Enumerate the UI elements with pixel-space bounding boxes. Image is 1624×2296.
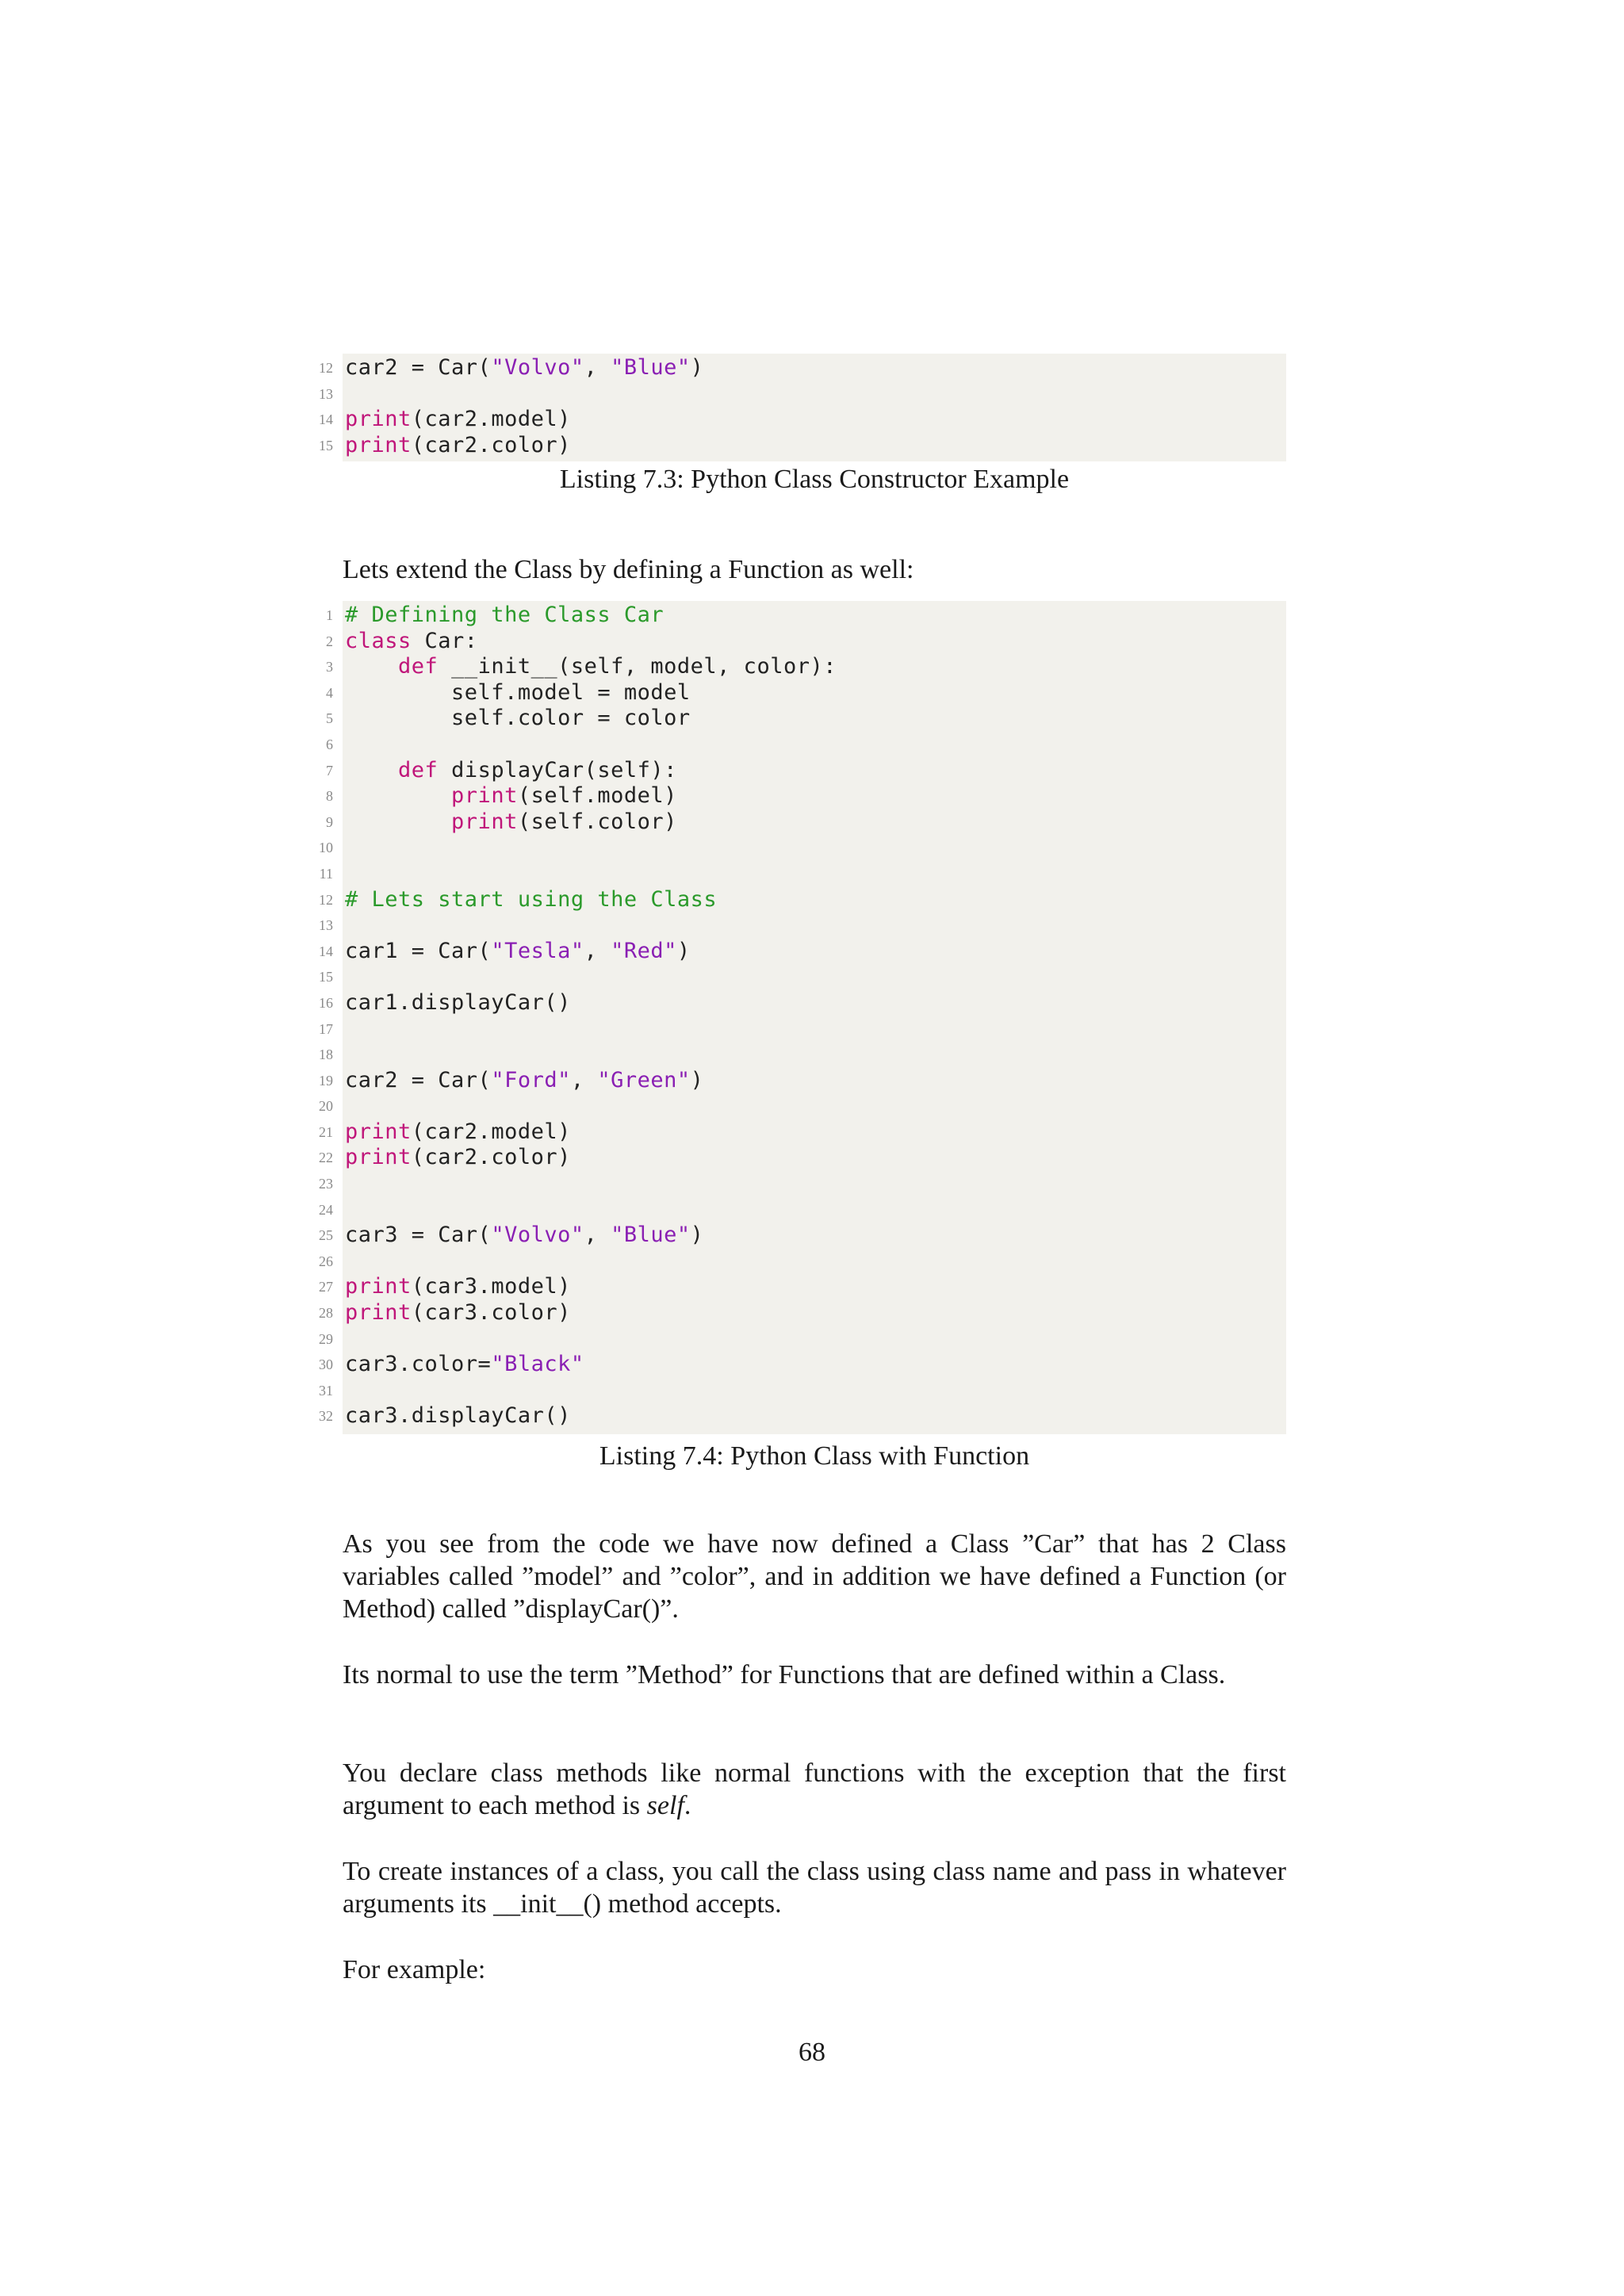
code-token-plain: displayCar(self): xyxy=(438,757,677,783)
code-line xyxy=(319,355,1286,381)
code-line xyxy=(319,913,1286,939)
listing-caption-7-3: Listing 7.3: Python Class Constructor Example xyxy=(559,465,1070,494)
code-token-string: "Blue" xyxy=(611,1223,691,1248)
line-number: 13 xyxy=(319,385,333,402)
code-line xyxy=(319,1145,1286,1171)
self-emphasis: self xyxy=(646,1791,684,1820)
code-line xyxy=(326,654,1286,680)
code-text xyxy=(345,939,691,965)
code-token-plain xyxy=(345,654,398,679)
code-token-keyword: print xyxy=(345,1119,412,1144)
line-number: 23 xyxy=(319,1176,333,1192)
code-token-keyword: print xyxy=(451,783,518,809)
code-token-string: "Blue" xyxy=(611,355,691,380)
body-paragraph-1: As you see from the code we have now defined a Class ”Car” that has 2 Class variables called ”model” and ”color”, and in addition we have defined a Function (or Method) called ”displayCar()”. xyxy=(343,1529,1286,1624)
code-text xyxy=(345,706,691,732)
code-line xyxy=(326,809,1286,836)
code-line xyxy=(319,407,1286,433)
code-line xyxy=(319,861,1286,887)
code-token-keyword: def xyxy=(398,654,439,679)
code-line xyxy=(326,783,1286,809)
code-line xyxy=(319,1171,1286,1197)
code-listing-7-3 xyxy=(319,354,1286,461)
code-line xyxy=(319,1274,1286,1300)
code-line xyxy=(319,1067,1286,1094)
code-line xyxy=(326,603,1286,629)
line-number: 19 xyxy=(319,1072,333,1089)
line-number: 16 xyxy=(319,994,333,1011)
code-token-plain: , xyxy=(584,1223,611,1248)
body-paragraph-3-text: You declare class methods like normal functions with the exception that the first argument to each method is xyxy=(343,1758,1286,1820)
line-number: 13 xyxy=(319,917,333,934)
line-number: 1 xyxy=(326,607,333,623)
code-line xyxy=(326,732,1286,758)
code-token-keyword: print xyxy=(345,407,412,432)
intro-paragraph: Lets extend the Class by defining a Function as well: xyxy=(343,555,914,584)
line-number: 9 xyxy=(326,813,333,830)
code-token-string: "Ford" xyxy=(491,1067,571,1093)
code-token-string: "Black" xyxy=(491,1352,584,1377)
page-number: 68 xyxy=(799,2038,825,2067)
code-text xyxy=(345,629,478,655)
code-token-plain: (self.model) xyxy=(517,783,677,809)
code-line xyxy=(319,381,1286,408)
code-token-plain: car3 = Car( xyxy=(345,1223,492,1248)
code-line xyxy=(326,706,1286,732)
code-line xyxy=(319,1249,1286,1275)
code-token-plain: car2 = Car( xyxy=(345,355,492,380)
code-token-plain: car3.displayCar() xyxy=(345,1403,571,1429)
code-token-plain xyxy=(345,783,451,808)
code-line xyxy=(319,432,1286,459)
body-paragraph-3-end: . xyxy=(684,1791,691,1820)
code-text xyxy=(345,1119,571,1146)
code-line xyxy=(319,964,1286,990)
code-token-plain: ) xyxy=(690,1067,704,1093)
code-token-keyword: def xyxy=(398,757,439,783)
line-number: 15 xyxy=(319,437,333,453)
code-text xyxy=(345,407,571,433)
code-token-plain: (car2.color) xyxy=(411,1145,571,1170)
code-text xyxy=(345,355,703,381)
code-token-plain: (car2.model) xyxy=(411,407,571,432)
code-token-keyword: print xyxy=(345,1274,412,1299)
line-number: 5 xyxy=(326,710,333,727)
line-number: 26 xyxy=(319,1253,333,1269)
line-number: 32 xyxy=(319,1408,333,1425)
code-token-plain: car3.color= xyxy=(345,1352,492,1377)
body-paragraph-2: Its normal to use the term ”Method” for Functions that are defined within a Class. xyxy=(343,1660,1226,1689)
code-line xyxy=(319,989,1286,1016)
line-number: 12 xyxy=(319,891,333,908)
code-token-string: "Tesla" xyxy=(491,938,584,963)
code-token-string: "Volvo" xyxy=(491,355,584,380)
line-number: 14 xyxy=(319,411,333,428)
code-token-comment: # Defining the Class Car xyxy=(345,603,665,627)
code-text xyxy=(345,783,677,809)
code-token-string: "Red" xyxy=(611,938,677,963)
listing-caption-7-4: Listing 7.4: Python Class with Function xyxy=(599,1441,1030,1471)
code-line xyxy=(326,679,1286,706)
line-number: 20 xyxy=(319,1098,333,1115)
code-line xyxy=(319,1093,1286,1119)
line-number: 22 xyxy=(319,1150,333,1166)
code-line xyxy=(319,1042,1286,1068)
code-text xyxy=(345,1068,703,1094)
code-line xyxy=(319,886,1286,913)
code-token-keyword: class xyxy=(345,628,412,653)
code-listing-7-4 xyxy=(319,601,1286,1434)
code-token-plain: car2 = Car( xyxy=(345,1067,492,1093)
code-text xyxy=(345,1403,571,1429)
line-number: 7 xyxy=(326,762,333,779)
line-number: 12 xyxy=(319,360,333,376)
code-text xyxy=(345,809,677,836)
code-token-plain: car1 = Car( xyxy=(345,938,492,963)
code-token-plain: car1.displayCar() xyxy=(345,989,571,1015)
code-line xyxy=(319,1352,1286,1378)
code-text xyxy=(345,1223,703,1249)
code-line xyxy=(319,1326,1286,1353)
line-number: 15 xyxy=(319,969,333,985)
code-token-plain: ) xyxy=(676,938,691,963)
body-paragraph-5: For example: xyxy=(343,1955,486,1984)
code-token-plain xyxy=(345,758,398,783)
code-token-keyword: print xyxy=(345,432,412,457)
code-token-plain: self.model = model xyxy=(345,679,691,705)
line-number: 8 xyxy=(326,788,333,805)
code-token-string: "Green" xyxy=(597,1067,691,1093)
code-token-plain: (self.color) xyxy=(517,809,677,834)
code-token-plain: __init__(self, model, color): xyxy=(438,654,837,679)
code-line xyxy=(319,1378,1286,1404)
code-token-plain: Car: xyxy=(411,628,478,653)
line-number: 14 xyxy=(319,943,333,959)
code-line xyxy=(326,757,1286,784)
line-number: 31 xyxy=(319,1382,333,1399)
code-text xyxy=(345,1145,571,1171)
code-text xyxy=(345,433,571,459)
code-line xyxy=(319,938,1286,965)
code-token-plain: , xyxy=(570,1067,598,1093)
line-number: 28 xyxy=(319,1305,333,1322)
code-token-plain: , xyxy=(584,938,611,963)
code-token-plain: (car2.color) xyxy=(411,432,571,457)
code-line xyxy=(319,1197,1286,1223)
code-line xyxy=(319,1016,1286,1043)
code-token-plain: self.color = color xyxy=(345,706,691,731)
code-line xyxy=(319,1223,1286,1249)
code-token-plain: ) xyxy=(690,355,704,380)
code-text xyxy=(345,603,664,629)
body-paragraph-3 xyxy=(343,1757,1286,1822)
line-number: 25 xyxy=(319,1227,333,1244)
line-number: 18 xyxy=(319,1047,333,1063)
code-token-keyword: print xyxy=(345,1300,412,1326)
code-token-keyword: print xyxy=(451,809,518,834)
line-number: 11 xyxy=(319,865,333,882)
code-token-plain: (car2.model) xyxy=(411,1119,571,1144)
code-text xyxy=(345,990,571,1016)
code-line xyxy=(319,1403,1286,1429)
code-text xyxy=(345,1352,584,1378)
code-text xyxy=(345,887,717,913)
code-token-plain xyxy=(345,809,451,834)
line-number: 6 xyxy=(326,736,333,752)
code-text xyxy=(345,680,691,706)
line-number: 30 xyxy=(319,1357,333,1373)
line-number: 3 xyxy=(326,659,333,675)
code-line xyxy=(319,1300,1286,1326)
line-number: 24 xyxy=(319,1201,333,1218)
code-text xyxy=(345,1300,571,1326)
code-text xyxy=(345,654,837,680)
code-line xyxy=(319,1119,1286,1146)
code-text xyxy=(345,1274,571,1300)
code-text xyxy=(345,758,677,784)
code-token-plain: (car3.model) xyxy=(411,1274,571,1299)
line-number: 4 xyxy=(326,684,333,701)
code-token-keyword: print xyxy=(345,1145,412,1170)
code-token-string: "Volvo" xyxy=(491,1223,584,1248)
code-line xyxy=(319,835,1286,861)
code-token-plain: ) xyxy=(690,1223,704,1248)
code-token-comment: # Lets start using the Class xyxy=(345,886,718,912)
line-number: 21 xyxy=(319,1123,333,1140)
body-paragraph-4: To create instances of a class, you call the class using class name and pass in whatever arguments its __init__() method accepts. xyxy=(343,1857,1286,1919)
line-number: 10 xyxy=(319,840,333,856)
line-number: 27 xyxy=(319,1279,333,1295)
line-number: 29 xyxy=(319,1330,333,1347)
line-number: 2 xyxy=(326,633,333,649)
code-token-plain: , xyxy=(584,355,611,380)
code-token-plain: (car3.color) xyxy=(411,1300,571,1326)
line-number: 17 xyxy=(319,1020,333,1037)
code-line xyxy=(326,628,1286,655)
